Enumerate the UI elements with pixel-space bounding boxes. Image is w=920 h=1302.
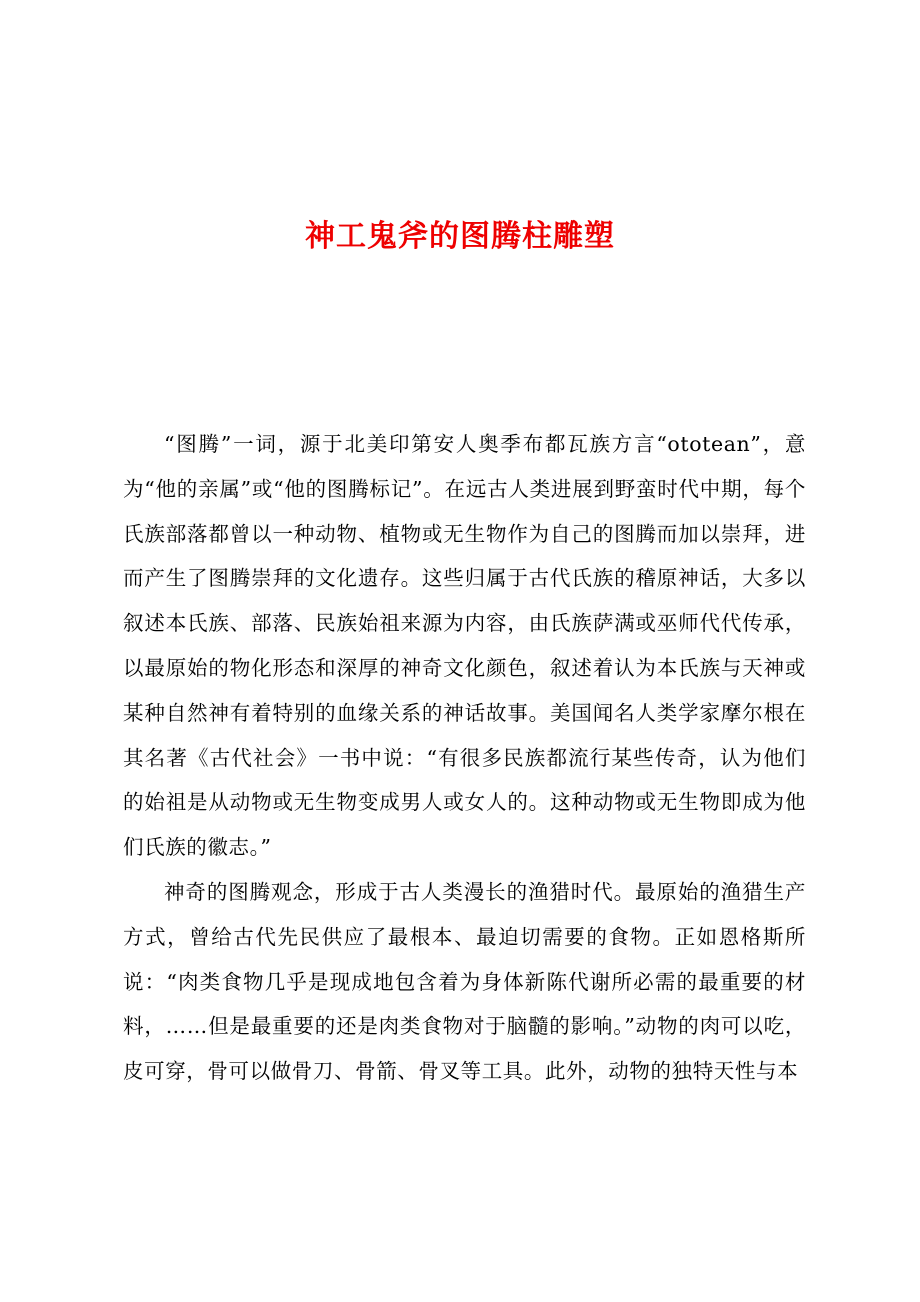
article-body <box>123 422 806 1094</box>
paragraph-1: “图腾”一词，源于北美印第安人奥季布都瓦族方言“ototean”，意为“他的亲属”或“他的图腾标记”。在远古人类进展到野蛮时代中期，每个氏族部落都曾以一种动物、植物或无生物作为自己的图腾而加以崇拜，进而产生了图腾崇拜的文化遗存。这些归属于古代氏族的稽原神话，大多以叙述本氏族、部落、民族始祖来源为内容，由氏族萨满或巫师代代传承，以最原始的物化形态和深厚的神奇文化颜色，叙述着认为本氏族与天神或某种自然神有着特别的血缘关系的神话故事。美国闻名人类学家摩尔根在其名著《古代社会》一书中说：“有很多民族都流行某些传奇，认为他们的始祖是从动物或无生物变成男人或女人的。这种动物或无生物即成为他们氏族的徽志。” <box>123 432 806 860</box>
paragraph-2: 神奇的图腾观念，形成于古人类漫长的渔猎时代。最原始的渔猎生产方式，曾给古代先民供应了最根本、最迫切需要的食物。正如恩格斯所说：“肉类食物几乎是现成地包含着为身体新陈代谢所必需的最重要的材料，……但是最重要的还是肉类食物对于脑髓的影响。”动物的肉可以吃，皮可穿，骨可以做骨刀、骨箭、骨叉等工具。此外，动物的独特天性与本 <box>123 879 806 1084</box>
page-title: 神工鬼斧的图腾柱雕塑 <box>305 219 615 255</box>
